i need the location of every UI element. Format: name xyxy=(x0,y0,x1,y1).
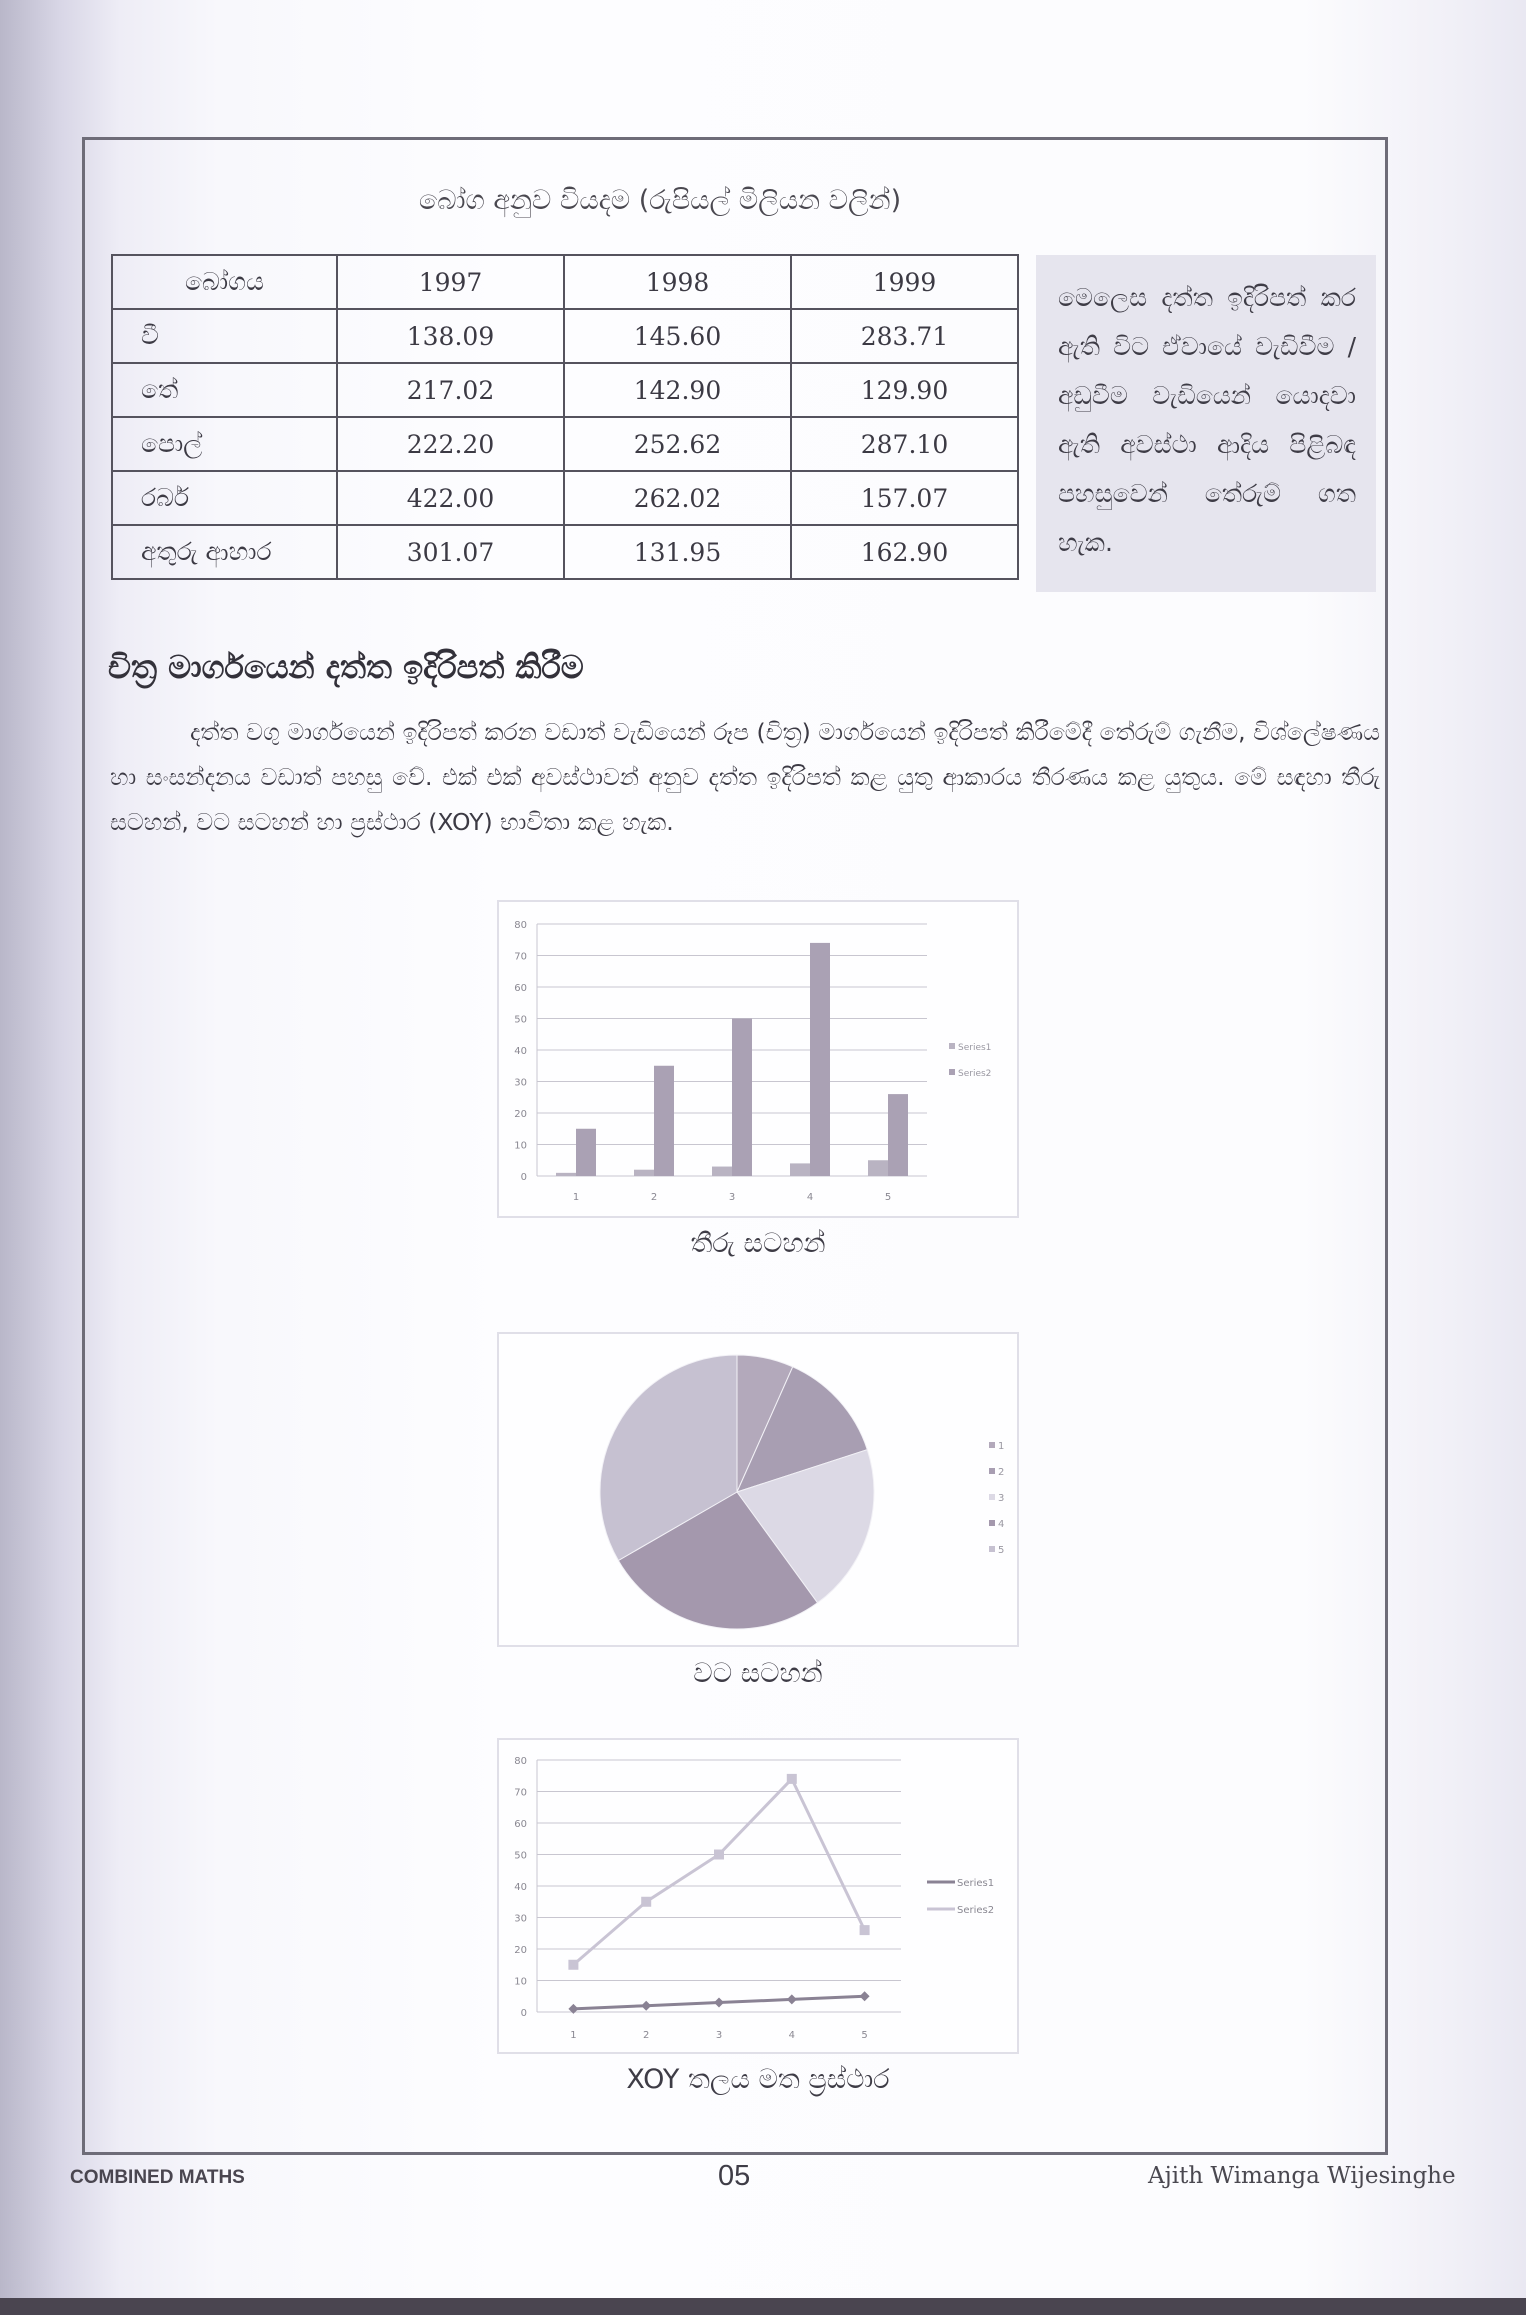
table-row xyxy=(112,309,1018,363)
y-tick-label: 70 xyxy=(514,951,527,963)
legend-label: 1 xyxy=(998,1441,1005,1452)
section-paragraph: දත්ත වගු මාර්ගයෙන් ඉදිරිපත් කරන වඩාත් වැඩියෙන් රූප (චිත්‍ර) මාර්ගයෙන් ඉදිරිපත් කිරීමේදී තේරුම් ගැනීම, විශ්ලේෂණය හා සංසන්දනය වඩාත් පහසු වේ. එක් එක් අවස්ථාවන් අනුව දත්ත ඉදිරිපත් කළ යුතු ආකාරය තීරණය කළ යුතුය. මේ සඳහා තීරු සටහන්, වට සටහන් හා ප්‍රස්ථාර (XOY) භාවිතා කළ හැක. xyxy=(110,718,1380,836)
bar-series1 xyxy=(868,1160,888,1176)
row-crop: රබර් xyxy=(112,471,337,525)
y-tick-label: 30 xyxy=(514,1913,527,1925)
bar-chart xyxy=(499,902,1017,1216)
cell-value: 222.20 xyxy=(337,417,564,471)
footer-book-title: COMBINED MATHS xyxy=(70,2167,245,2188)
y-tick-label: 10 xyxy=(514,1976,527,1988)
header-crop: බෝගය xyxy=(112,255,337,309)
data-point xyxy=(714,1850,724,1860)
legend-swatch xyxy=(989,1468,995,1474)
bar-series2 xyxy=(654,1066,674,1176)
y-tick-label: 60 xyxy=(514,983,527,994)
cell-value: 252.62 xyxy=(564,417,791,471)
row-crop: වී xyxy=(112,309,337,363)
bar-series2 xyxy=(810,943,830,1176)
x-tick-label: 4 xyxy=(788,2030,795,2041)
y-tick-label: 0 xyxy=(520,2008,527,2019)
legend-label: 3 xyxy=(998,1493,1005,1504)
x-tick-label: 3 xyxy=(715,2030,723,2041)
cell-value: 422.00 xyxy=(337,471,564,525)
x-tick-label: 2 xyxy=(643,2030,650,2041)
scan-edge xyxy=(0,2298,1526,2315)
y-tick-label: 50 xyxy=(514,1014,527,1026)
legend-swatch xyxy=(989,1494,995,1500)
legend-label: Series2 xyxy=(958,1069,992,1079)
y-tick-label: 20 xyxy=(514,1109,527,1120)
pie-chart-caption: වට සටහන් xyxy=(693,1658,823,1689)
x-tick-label: 5 xyxy=(861,2030,868,2041)
cell-value: 157.07 xyxy=(791,471,1018,525)
y-tick-label: 20 xyxy=(514,1945,527,1956)
x-tick-label: 3 xyxy=(728,1192,736,1203)
cell-value: 217.02 xyxy=(337,363,564,417)
row-crop: පොල් xyxy=(112,417,337,471)
bar-series2 xyxy=(888,1094,908,1176)
cell-value: 142.90 xyxy=(564,363,791,417)
data-point xyxy=(641,2001,651,2011)
side-note: මෙලෙස දත්ත ඉදිරිපත් කර ඇති විට ඒවායේ වැඩිවීම / අඩුවීම වැඩියෙන් යොදවා ඇති අවස්ථා ආදිය පිළිබඳ පහසුවෙන් තේරුම් ගත හැක. xyxy=(1036,255,1376,592)
bar-chart-caption: තීරු සටහන් xyxy=(690,1228,826,1259)
y-tick-label: 70 xyxy=(514,1787,527,1799)
y-tick-label: 80 xyxy=(514,1756,527,1767)
y-tick-label: 40 xyxy=(514,1882,527,1893)
cell-value: 287.10 xyxy=(791,417,1018,471)
y-tick-label: 30 xyxy=(514,1077,527,1089)
header-year: 1997 xyxy=(337,255,564,309)
table-title: බෝග අනුව වියදම (රුපියල් මිලියන වලින්) xyxy=(418,185,902,216)
cell-value: 131.95 xyxy=(564,525,791,579)
table-row xyxy=(112,471,1018,525)
y-tick-label: 0 xyxy=(520,1172,527,1183)
table-row xyxy=(112,417,1018,471)
legend-label: Series1 xyxy=(958,1043,992,1053)
bar-series1 xyxy=(712,1167,732,1176)
header-year: 1998 xyxy=(564,255,791,309)
data-point xyxy=(714,1998,724,2008)
legend-swatch xyxy=(989,1442,995,1448)
y-tick-label: 40 xyxy=(514,1046,527,1057)
legend-swatch xyxy=(949,1043,955,1049)
cell-value: 262.02 xyxy=(564,471,791,525)
legend-label: 4 xyxy=(998,1519,1005,1530)
section-heading: චිත්‍ර මාර්ගයෙන් දත්ත ඉදිරිපත් කිරීම xyxy=(108,648,584,686)
cell-value: 145.60 xyxy=(564,309,791,363)
bar-series1 xyxy=(556,1173,576,1176)
cell-value: 301.07 xyxy=(337,525,564,579)
bar-series2 xyxy=(732,1019,752,1177)
bar-chart-box xyxy=(497,900,1019,1218)
cell-value: 138.09 xyxy=(337,309,564,363)
line-chart-box xyxy=(497,1738,1019,2054)
page-number: 05 xyxy=(718,2160,751,2192)
legend-swatch xyxy=(989,1546,995,1552)
line-series2 xyxy=(573,1779,864,1965)
bar-series1 xyxy=(790,1163,810,1176)
y-tick-label: 80 xyxy=(514,920,527,931)
row-crop: තේ xyxy=(112,363,337,417)
data-point xyxy=(860,1991,870,2001)
cell-value: 129.90 xyxy=(791,363,1018,417)
legend-swatch xyxy=(989,1520,995,1526)
bar-series2 xyxy=(576,1129,596,1176)
x-tick-label: 5 xyxy=(884,1192,892,1203)
x-tick-label: 4 xyxy=(806,1192,814,1203)
table-header-row xyxy=(112,255,1018,309)
x-tick-label: 1 xyxy=(570,2030,577,2041)
y-tick-label: 60 xyxy=(514,1819,527,1830)
table-row xyxy=(112,525,1018,579)
cell-value: 162.90 xyxy=(791,525,1018,579)
line-chart-caption: XOY තලය මත ප්‍රස්ථාර xyxy=(626,2064,890,2095)
row-crop: අතුරු ආහාර xyxy=(112,525,337,579)
legend-label: 2 xyxy=(998,1467,1005,1478)
data-point xyxy=(860,1925,870,1935)
legend-label: Series1 xyxy=(957,1878,995,1889)
y-tick-label: 50 xyxy=(514,1850,527,1862)
data-point xyxy=(787,1994,797,2004)
x-tick-label: 1 xyxy=(572,1192,580,1203)
header-year: 1999 xyxy=(791,255,1018,309)
pie-chart-box xyxy=(497,1332,1019,1647)
legend-swatch xyxy=(949,1069,955,1075)
legend-label: Series2 xyxy=(957,1905,995,1916)
table-row xyxy=(112,363,1018,417)
y-tick-label: 10 xyxy=(514,1140,527,1152)
data-point xyxy=(568,1960,578,1970)
expenditure-table xyxy=(111,254,1019,580)
line-chart xyxy=(499,1740,1017,2052)
x-tick-label: 2 xyxy=(650,1192,658,1203)
cell-value: 283.71 xyxy=(791,309,1018,363)
bar-series1 xyxy=(634,1170,654,1176)
data-point xyxy=(641,1897,651,1907)
legend-label: 5 xyxy=(998,1545,1005,1556)
pie-chart xyxy=(499,1334,1017,1645)
data-point xyxy=(787,1774,797,1784)
footer-author: Ajith Wimanga Wijesinghe xyxy=(1148,2163,1456,2189)
